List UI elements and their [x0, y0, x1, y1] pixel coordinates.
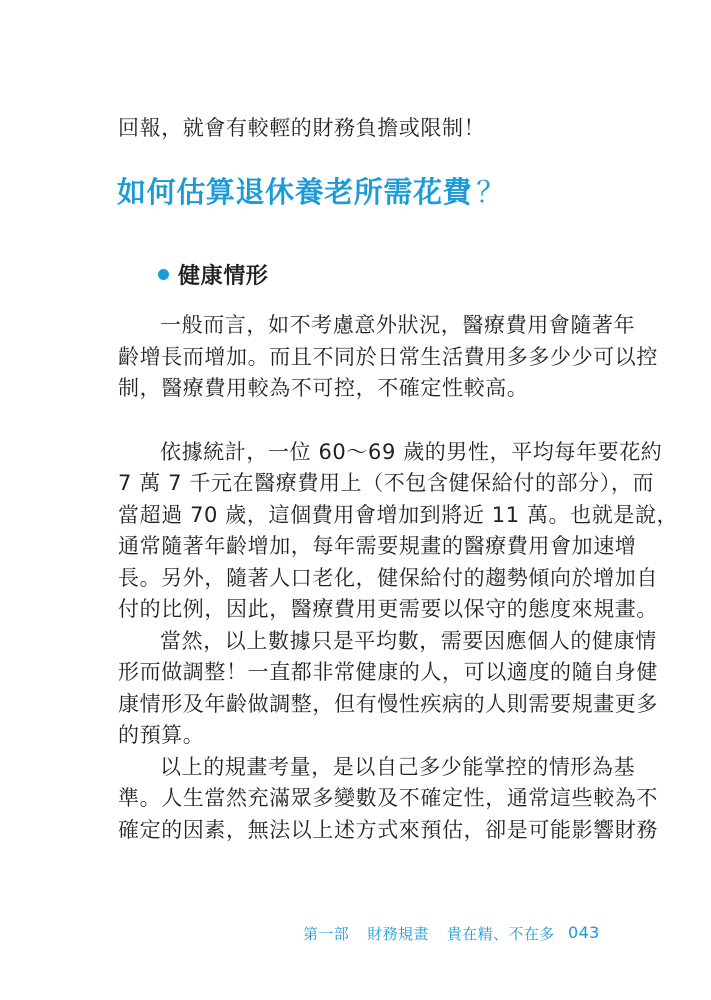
- section-heading-question-mark: ？: [476, 175, 506, 209]
- subheading: 健康情形: [178, 263, 269, 289]
- subheading-row: [158, 259, 268, 289]
- footer-section: 財務規畫: [367, 925, 429, 943]
- paragraph-line: 康情形及年齡做調整，但有慢性疾病的人則需要規畫更多: [118, 692, 658, 716]
- paragraph-line: 的預算。: [118, 723, 205, 747]
- paragraph-line: 齡增長而增加。而且不同於日常生活費用多多少少可以控: [118, 345, 658, 369]
- paragraph-line: 通常隨著年齡增加，每年需要規畫的醫療費用會加速增: [118, 534, 637, 558]
- paragraph-line: 制，醫療費用較為不可控，不確定性較高。: [118, 376, 529, 400]
- paragraph-line: 形而做調整！一直都非常健康的人，可以適度的隨自身健: [118, 660, 658, 684]
- bullet-dot-icon: [158, 269, 169, 280]
- paragraph-line: 7 萬 7 千元在醫療費用上（不包含健保給付的部分），而: [118, 471, 655, 495]
- paragraph-line: 依據統計，一位 60～69 歲的男性，平均每年要花約: [160, 440, 663, 464]
- section-heading: [117, 170, 506, 211]
- paragraph-line: 確定的因素，無法以上述方式來預估，卻是可能影響財務: [118, 818, 658, 842]
- paragraph-line: 以上的規畫考量，是以自己多少能掌控的情形為基: [160, 755, 636, 779]
- page-number: 043: [568, 923, 600, 942]
- paragraph-line: 長。另外，隨著人口老化，健保給付的趨勢傾向於增加自: [118, 566, 658, 590]
- footer-motto: 貴在精、不在多: [446, 925, 555, 943]
- paragraph-line: 付的比例，因此，醫療費用更需要以保守的態度來規畫。: [118, 597, 658, 621]
- paragraph-line: 準。人生當然充滿眾多變數及不確定性，通常這些較為不: [118, 786, 658, 810]
- section-heading-text: 如何估算退休養老所需花費: [117, 175, 473, 209]
- paragraph-line: 回報，就會有較輕的財務負擔或限制！: [118, 116, 486, 140]
- paragraph-line: 當超過 70 歲，這個費用會增加到將近 11 萬。也就是說，: [118, 503, 679, 527]
- paragraph-line: 當然，以上數據只是平均數，需要因應個人的健康情: [160, 629, 657, 653]
- footer-part: 第一部: [303, 925, 350, 943]
- running-footer: [303, 923, 555, 949]
- paragraph-line: 一般而言，如不考慮意外狀況，醫療費用會隨著年: [160, 313, 636, 337]
